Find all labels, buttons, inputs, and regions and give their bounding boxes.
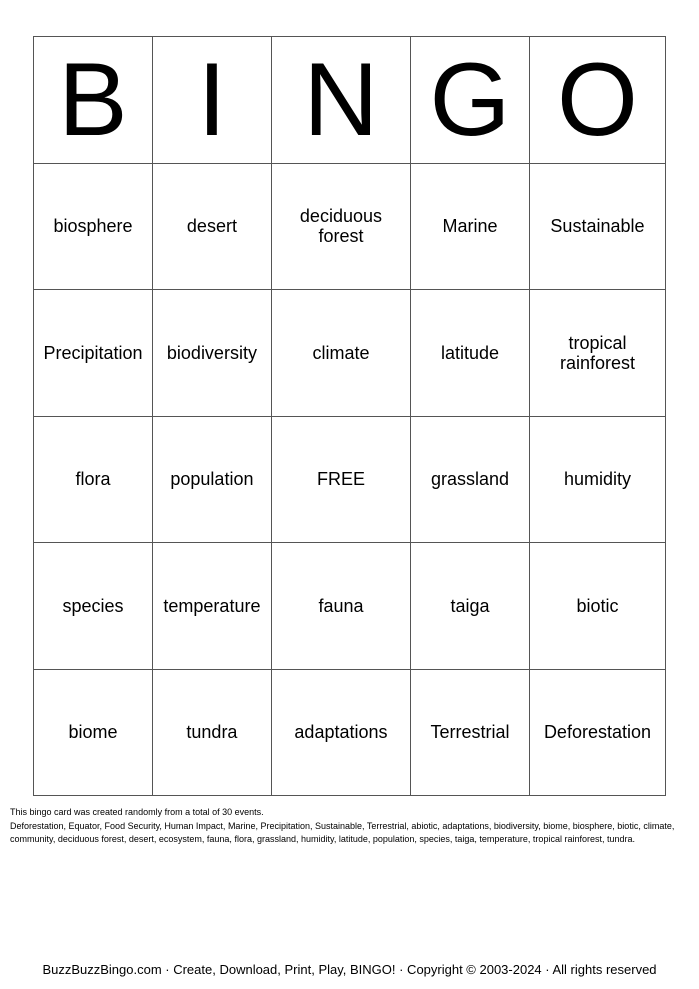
bingo-cell: climate: [272, 290, 411, 417]
bingo-cell: taiga: [411, 543, 530, 670]
bingo-cell: fauna: [272, 543, 411, 670]
bingo-cell: biosphere: [34, 164, 153, 291]
bingo-cell: tropical rainforest: [530, 290, 666, 417]
bingo-cell: biotic: [530, 543, 666, 670]
header-letter-b: B: [34, 37, 153, 164]
bingo-cell: population: [153, 417, 272, 544]
bingo-cell: temperature: [153, 543, 272, 670]
header-letter-i: I: [153, 37, 272, 164]
header-letter-o: O: [530, 37, 666, 164]
page-footer: BuzzBuzzBingo.com · Create, Download, Print, Play, BINGO! · Copyright © 2003-2024 · All rights reserved: [42, 962, 657, 977]
info-intro: This bingo card was created randomly from a total of 30 events.: [10, 807, 264, 817]
bingo-cell: Terrestrial: [411, 670, 530, 797]
header-letter-n: N: [272, 37, 411, 164]
header-letter-g: G: [411, 37, 530, 164]
bingo-cell: biome: [34, 670, 153, 797]
bingo-cell: Sustainable: [530, 164, 666, 291]
event-list: Deforestation, Equator, Food Security, Human Impact, Marine, Precipitation, Sustainable, Terrestrial, abiotic, adaptations, biodiversity, biome, biosphere, biotic, climate, community, deciduous forest, desert, ecosystem, fauna, flora, grassland, humidity, latitude, population, species, taiga, temperature, tropical rainforest, tundra.: [10, 820, 675, 844]
card-info: [10, 806, 680, 847]
bingo-cell: species: [34, 543, 153, 670]
bingo-cell: latitude: [411, 290, 530, 417]
bingo-cell: tundra: [153, 670, 272, 797]
bingo-cell: desert: [153, 164, 272, 291]
bingo-cell: biodiversity: [153, 290, 272, 417]
bingo-cell: flora: [34, 417, 153, 544]
bingo-card: [33, 36, 666, 796]
bingo-cell: adaptations: [272, 670, 411, 797]
bingo-cell: Deforestation: [530, 670, 666, 797]
free-space-cell: FREE: [272, 417, 411, 544]
bingo-cell: deciduous forest: [272, 164, 411, 291]
bingo-cell: Precipitation: [34, 290, 153, 417]
bingo-cell: humidity: [530, 417, 666, 544]
bingo-cell: grassland: [411, 417, 530, 544]
bingo-cell: Marine: [411, 164, 530, 291]
